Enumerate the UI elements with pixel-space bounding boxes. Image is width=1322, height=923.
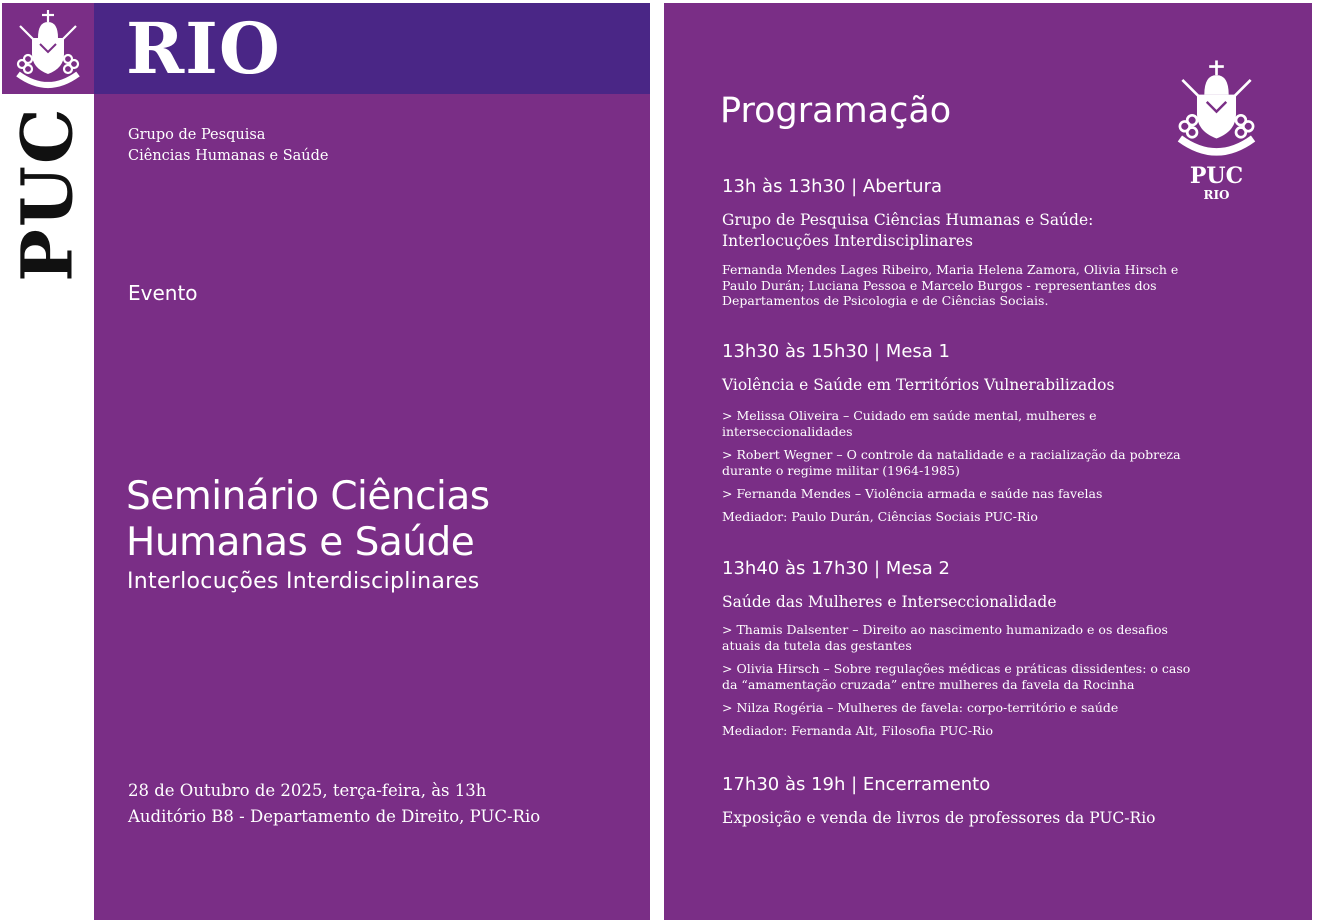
- session-abertura: [722, 176, 1192, 309]
- seminar-title: [126, 474, 490, 566]
- talk-line: interseccionalidades: [722, 424, 853, 439]
- brand-puc-text: PUC: [5, 106, 89, 282]
- talk-line: > Robert Wegner – O controle da natalidade e a racialização da pobreza: [722, 447, 1181, 462]
- talk-line: > Melissa Oliveira – Cuidado em saúde mental, mulheres e: [722, 408, 1097, 423]
- participants-line: Paulo Durán; Luciana Pessoa e Marcelo Burgos - representantes dos: [722, 277, 1157, 293]
- talk-item: > Fernanda Mendes – Violência armada e saúde nas favelas: [722, 486, 1103, 501]
- right-panel: [664, 3, 1312, 920]
- talk-item: [722, 622, 1192, 654]
- session-title-line: Grupo de Pesquisa Ciências Humanas e Saúde:: [722, 211, 1094, 229]
- participants-line: Departamentos de Psicologia e de Ciências Sociais.: [722, 293, 1049, 308]
- talk-item: > Nilza Rogéria – Mulheres de favela: corpo-território e saúde: [722, 700, 1119, 715]
- session-time: 13h30 às 15h30 | Mesa 1: [722, 341, 950, 362]
- group-name-line1: Grupo de Pesquisa: [128, 127, 266, 143]
- group-name: [128, 125, 329, 167]
- session-title: Exposição e venda de livros de professores da PUC-Rio: [722, 809, 1156, 827]
- session-title: Violência e Saúde em Territórios Vulnerabilizados: [722, 376, 1115, 394]
- brand-rio-text: RIO: [126, 7, 281, 90]
- left-panel: [94, 94, 650, 920]
- session-time: 13h40 às 17h30 | Mesa 2: [722, 558, 950, 579]
- logo-rio-text: RIO: [1203, 188, 1230, 202]
- talk-line: durante o regime militar (1964-1985): [722, 463, 960, 478]
- university-crest-icon: [12, 8, 84, 90]
- event-date: 28 de Outubro de 2025, terça-feira, às 13h: [128, 781, 487, 800]
- seminar-subtitle: Interlocuções Interdisciplinares: [127, 569, 480, 594]
- brand-puc-vertical: [0, 94, 94, 294]
- talk-line: da “amamentação cruzada” entre mulheres da favela da Rocinha: [722, 677, 1135, 692]
- session-time: 13h às 13h30 | Abertura: [722, 176, 942, 197]
- participants-line: Fernanda Mendes Lages Ribeiro, Maria Helena Zamora, Olivia Hirsch e: [722, 262, 1179, 277]
- mediator: Mediador: Paulo Durán, Ciências Sociais PUC-Rio: [722, 509, 1038, 524]
- talk-line: > Thamis Dalsenter – Direito ao nascimento humanizado e os desafios: [722, 622, 1168, 637]
- event-date-location: [128, 778, 540, 830]
- program-title: Programação: [720, 91, 952, 131]
- group-name-line2: Ciências Humanas e Saúde: [128, 148, 329, 164]
- seminar-title-line1: Seminário Ciências: [126, 474, 490, 519]
- session-time: 17h30 às 19h | Encerramento: [722, 774, 991, 795]
- event-location: Auditório B8 - Departamento de Direito, PUC-Rio: [128, 807, 541, 826]
- logo-puc-text: PUC: [1189, 163, 1244, 189]
- left-logo-box: [2, 3, 94, 94]
- talk-line: > Olivia Hirsch – Sobre regulações médicas e práticas dissidentes: o caso: [722, 661, 1191, 676]
- session-participants: [722, 262, 1192, 309]
- talk-item: [722, 661, 1192, 693]
- seminar-title-line2: Humanas e Saúde: [126, 520, 475, 565]
- mediator: Mediador: Fernanda Alt, Filosofia PUC-Rio: [722, 723, 994, 738]
- brand-rio-header: [94, 3, 650, 94]
- session-title: [722, 210, 1192, 252]
- session-title-line: Interlocuções Interdisciplinares: [722, 232, 973, 250]
- event-label: Evento: [128, 281, 198, 305]
- session-title: Saúde das Mulheres e Interseccionalidade: [722, 593, 1057, 611]
- talk-line: atuais da tutela das gestantes: [722, 638, 912, 653]
- university-crest-icon: [1169, 58, 1264, 158]
- talk-item: [722, 408, 1192, 440]
- session-encerramento: [722, 774, 1192, 839]
- right-logo: [1169, 58, 1264, 202]
- talk-item: [722, 447, 1192, 479]
- session-mesa2: [722, 558, 1192, 739]
- session-mesa1: [722, 341, 1192, 525]
